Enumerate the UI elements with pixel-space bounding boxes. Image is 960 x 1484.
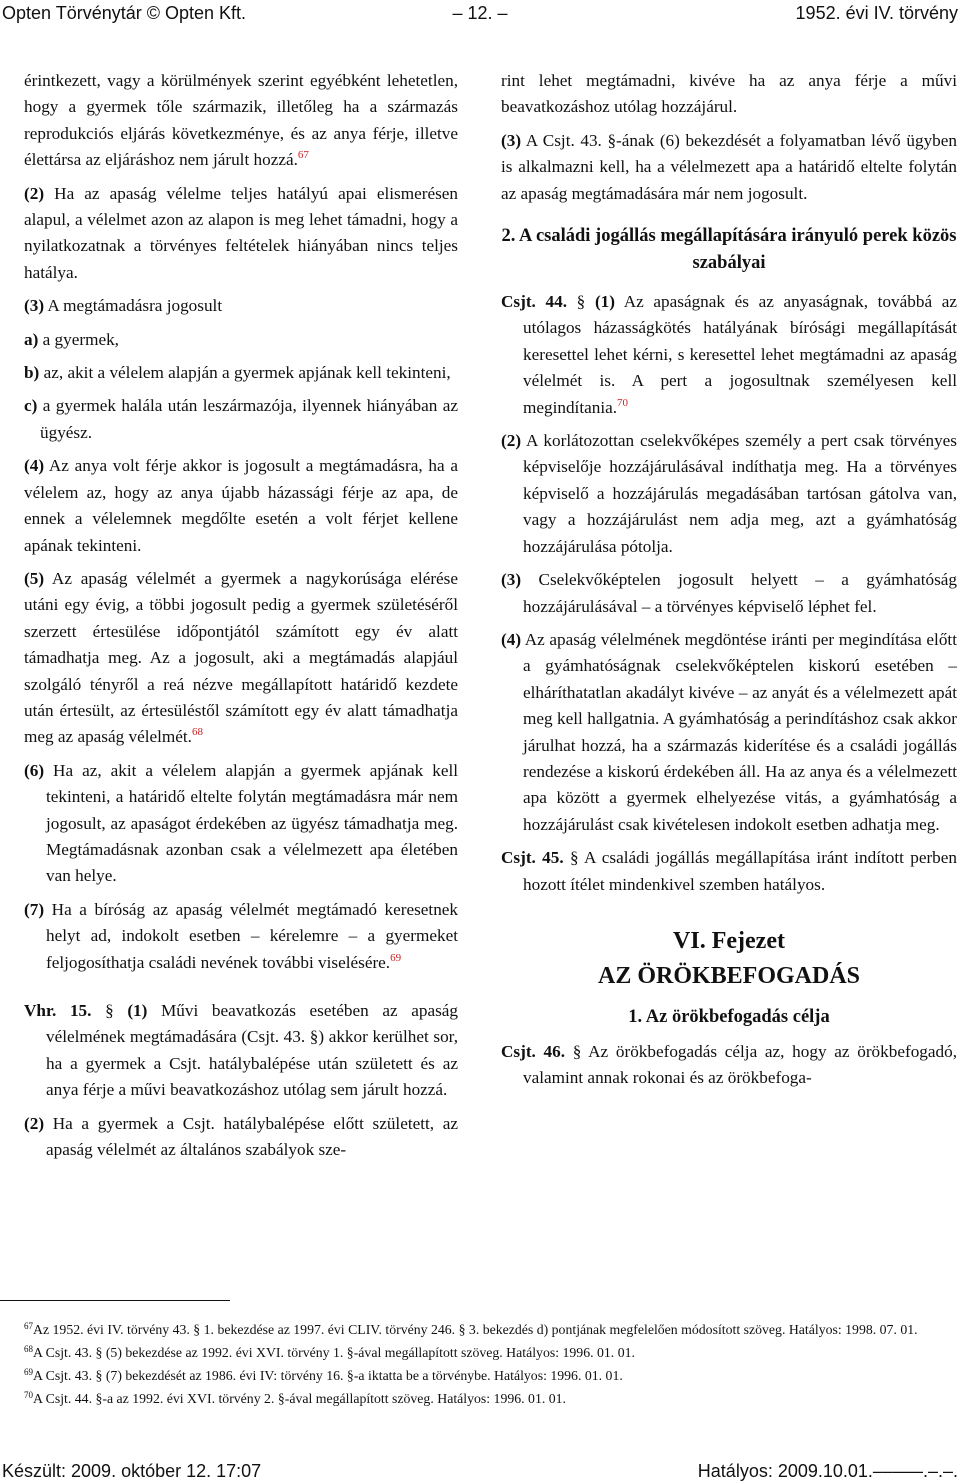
- list-item: c) a gyermek halála után leszármazója, ilyennek hiányában az ügyész.: [24, 396, 458, 442]
- paragraph: (3) A Csjt. 43. §-ának (6) bekezdését a folyamatban lévő ügyben is alkalmazni kell, ha a vélelmezett apa a határidő eltelte folytán az apaság megtámadására már nem jogosult.: [501, 130, 957, 203]
- list-item: b) az, akit a vélelem alapján a gyermek apjának kell tekinteni,: [24, 363, 451, 383]
- footnote: $^{69}$A Csjt. 43. § (7) bekezdését az 1986. évi IV: törvény 16. §-a iktatta be a törvénybe. Hatályos: 1996. 01. 01.: [24, 1367, 623, 1383]
- paragraph: Csjt. 46. § Az örökbefogadás célja az, hogy az örökbefogadó, valamint annak rokonai és az örökbefoga-: [501, 1041, 957, 1088]
- right-column: [501, 68, 957, 1092]
- footnote-ref-link[interactable]: 67: [297, 149, 309, 162]
- paragraph: Csjt. 45. § A családi jogállás megállapítása iránt indított perben hozott ítélet mindenkivel szemben hatályos.: [501, 848, 957, 894]
- paragraph: (5) Az apaság vélelmét a gyermek a nagykorúsága elérése utáni egy évig, a többi jogosult pedig a gyermek születéséről szerzett értesülése időpontjától számított egy év alatt támadhatja meg. Az a jogosult, aki a megtámadás alapjául szolgáló tényről a reá nézve megállapított határidő kezdete után értesült, az értesüléstől számított egy év alatt támadhatja meg az apaság vélelmét.$^{68}$: [24, 568, 458, 747]
- paragraph: (7) Ha a bíróság az apaság vélelmét megtámadó keresetnek helyt ad, indokolt esetben – kérelemre – a gyermeket feljogosíthatja családi nevének további viselésére.$^{69}$: [24, 899, 459, 972]
- footer-effective: Hatályos: 2009.10.01.–––––.–.–.: [697, 1461, 958, 1481]
- paragraph: (3) Cselekvőképtelen jogosult helyett – a gyámhatóság hozzájárulásával – a törvényes képviselő léphet fel.: [501, 570, 957, 616]
- paragraph: (4) Az anya volt férje akkor is jogosult a megtámadásra, ha a vélelem az, hogy az anya újabb házassági férje az apa, de ennek a vélelemnek megdőlte esetén a volt férjet kellene apának tekinteni.: [24, 456, 458, 555]
- paragraph: (6) Ha az, akit a vélelem alapján a gyermek apjának kell tekinteni, a határidő eltelte folytán megtámadásra már nem jogosult, az apaságot érdekében az ügyész támadhatja meg. Megtámadásnak azonban csak a vélelmezett apa életében van helye.: [24, 760, 458, 886]
- header-page-number: – 12. –: [452, 3, 508, 23]
- header-law-title: 1952. évi IV. törvény: [795, 3, 958, 23]
- paragraph: (4) Az apaság vélelmének megdöntése iránti per megindítása előtt a gyámhatóságnak cselekvőképtelen kiskorú esetében – elháríthatatlan akadályt kivéve – az anyát és a vélelmezett apát meg kell hallgatnia. A gyámhatóság a perindításhoz csak akkor járulhat hozzá, ha a származás kiderítése és a családi jogállás rendezése a kiskorú érdekében áll. Ha az anya és a vélelmezett apa között a gyermek elhelyezése vitás, a gyámhatóság a hozzájárulást csak kivételesen indokolt esetben adhatja meg.: [501, 629, 957, 834]
- paragraph: (2) A korlátozottan cselekvőképes személy a pert csak törvényes képviselője hozzájárulásával indíthatja meg. Ha a törvényes képviselő a hozzájárulás megadásában tartósan gátolva van, vagy a hozzájárulást nem adja meg, azt a gyámhatóság hozzájárulása pótolja.: [501, 431, 957, 556]
- footer-created: Készült: 2009. október 12. 17:07: [2, 1461, 262, 1481]
- footnote-divider: [0, 1300, 230, 1301]
- header-publisher: Opten Törvénytár © Opten Kft.: [2, 3, 247, 23]
- footnote-ref-link[interactable]: 70: [617, 396, 629, 409]
- paragraph: rint lehet megtámadni, kivéve ha az anya férje a művi beavatkozáshoz utólag hozzájárul.: [501, 71, 957, 117]
- footnote: $^{68}$A Csjt. 43. § (5) bekezdése az 1992. évi XVI. törvény 1. §-ával megállapított szöveg. Hatályos: 1996. 01. 01.: [24, 1344, 635, 1360]
- paragraph: Vhr. 15. § (1) Művi beavatkozás esetében az apaság vélelmének megtámadására (Csjt. 43. §) akkor kerülhet sor, ha a gyermek a Csjt. hatálybalépése után született és az anya férje a művi beavatkozáshoz utólag sem járult hozzá.: [24, 1001, 458, 1100]
- section-title: 2. A családi jogállás megállapítására irányuló perek közös szabályai: [501, 226, 957, 274]
- paragraph: (2) Ha a gyermek a Csjt. hatálybalépése előtt született, az apaság vélelmét az általános szabályok sze-: [24, 1113, 459, 1160]
- paragraph: Csjt. 44. § (1) Az apaságnak és az anyaságnak, továbbá az utólagos házasságkötés hatályának bírósági megállapítását keresettel lehet kérni, s keresettel lehet megtámadni az apaság vélelmét is. A pert a jogosultnak személyesen kell megindítania.$^{70}$: [501, 292, 958, 417]
- page-footer: [0, 1458, 960, 1484]
- footnote: $^{70}$A Csjt. 44. §-a az 1992. évi XVI. törvény 2. §-ával megállapított szöveg. Hatályos: 1996. 01. 01.: [24, 1390, 566, 1406]
- chapter-title: VI. Fejezet AZ ÖRÖKBEFOGADÁS: [597, 927, 861, 989]
- page-header: [0, 0, 960, 26]
- paragraph: érintkezett, vagy a körülmények szerint egyébként lehetetlen, hogy a gyermek tőle származik, illetőleg ha a származás reprodukciós eljárás következménye, és az anya férje, illetve élettársa az eljáráshoz nem járult hozzá.$^{67}$: [24, 71, 458, 170]
- left-column: [24, 68, 458, 1163]
- footnotes: [0, 1320, 958, 1412]
- subsection-title: 1. Az örökbefogadás célja: [628, 1006, 830, 1027]
- footnote-ref-link[interactable]: 69: [390, 951, 402, 964]
- paragraph: (2) Ha az apaság vélelme teljes hatályú apai elismerésen alapul, a vélelmet azon az alapon is meg lehet támadni, hogy a nyilatkozatnak a törvényes feltételek hiányában nincs teljes hatálya.: [24, 183, 458, 282]
- list-item: a) a gyermek,: [24, 329, 119, 349]
- footnote-ref-link[interactable]: 68: [191, 726, 203, 739]
- footnote: $^{67}$Az 1952. évi IV. törvény 43. § 1. bekezdése az 1997. évi CLIV. törvény 246. § 3. bekezdés d) pontjának megfelelően módosított szöveg. Hatályos: 1998. 07. 01.: [24, 1321, 918, 1337]
- paragraph: (3) A megtámadásra jogosult: [24, 296, 223, 316]
